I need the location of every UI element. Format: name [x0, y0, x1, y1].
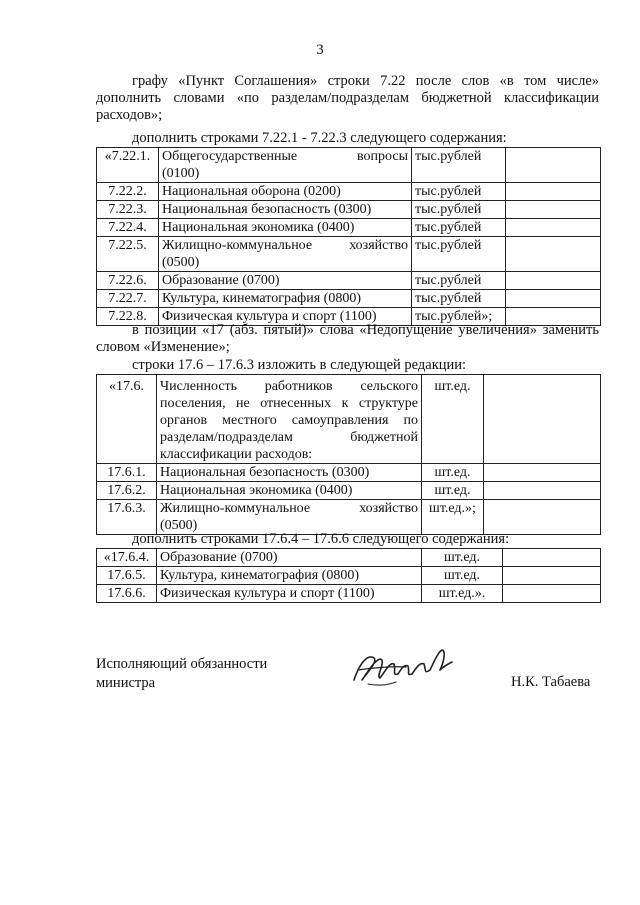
row-value [503, 549, 601, 567]
row-unit: шт.ед. [422, 567, 503, 585]
row-value [506, 148, 601, 183]
row-number: 7.22.7. [97, 290, 159, 308]
row-name: Национальная оборона (0200) [159, 183, 412, 201]
signer-name: Н.К. Табаева [511, 674, 591, 690]
row-name-part: Жилищно-коммунальное [160, 501, 311, 516]
row-unit: шт.ед. [422, 375, 484, 464]
row-name-part: (0100) [162, 166, 200, 181]
row-unit: шт.ед. [422, 549, 503, 567]
row-value [503, 585, 601, 603]
paragraph-text: графу «Пункт Соглашения» строки 7.22 после слов «в том числе» дополнить словами «по разделам/подразделам бюджетной классификации расходов»; [96, 73, 599, 123]
table-row [97, 482, 601, 500]
row-unit: тыс.рублей [412, 219, 506, 237]
row-name-part: (0500) [160, 518, 198, 533]
row-name: Физическая культура и спорт (1100) [159, 308, 412, 326]
table-row [97, 183, 601, 201]
row-name: Образование (0700) [159, 272, 412, 290]
table-row [97, 567, 601, 585]
row-number: 17.6.5. [97, 567, 157, 585]
add-rows-7-22-heading: дополнить строками 7.22.1 - 7.22.3 следующего содержания: [132, 130, 507, 146]
row-name-part: хозяйство [359, 501, 418, 516]
row-name: Культура, кинематография (0800) [157, 567, 422, 585]
row-unit: тыс.рублей [412, 201, 506, 219]
row-value [484, 482, 601, 500]
row-number: 7.22.5. [97, 237, 159, 272]
table-7-22 [96, 147, 601, 326]
row-number: 7.22.2. [97, 183, 159, 201]
row-unit: тыс.рублей [412, 148, 506, 183]
signatory-position-line: министра [96, 675, 156, 691]
row-unit: тыс.рублей»; [412, 308, 506, 326]
signatory-position-line: Исполняющий обязанности [96, 656, 268, 672]
row-name: Национальная экономика (0400) [157, 482, 422, 500]
row-value [506, 219, 601, 237]
row-value [506, 183, 601, 201]
signatory-position [96, 655, 267, 693]
row-name: Культура, кинематография (0800) [159, 290, 412, 308]
row-unit: шт.ед. [422, 464, 484, 482]
table-row [97, 549, 601, 567]
row-number: 7.22.3. [97, 201, 159, 219]
row-number: 17.6.6. [97, 585, 157, 603]
row-name-part: вопросы [357, 149, 408, 164]
row-value [506, 290, 601, 308]
table-row [97, 585, 601, 603]
row-value [503, 567, 601, 585]
row-value [484, 464, 601, 482]
paragraph-text: в позиции «17 (абз. пятый)» слова «Недопущение увеличения» заменить словом «Изменение»; [96, 322, 599, 355]
row-number: «7.22.1. [97, 148, 159, 183]
row-name: Национальная безопасность (0300) [159, 201, 412, 219]
row-name-part: хозяйство [349, 238, 408, 253]
table-row [97, 272, 601, 290]
row-name: Национальная безопасность (0300) [157, 464, 422, 482]
row-value [484, 375, 601, 464]
row-unit: шт.ед.»; [422, 500, 484, 535]
row-unit: тыс.рублей [412, 290, 506, 308]
row-name: Численность работников сельского поселения, не отнесенных к структуре органов местного самоуправления по разделам/подразделам бюджетной классификации расходов: [157, 375, 422, 464]
page-number: 3 [316, 42, 324, 58]
rows-17-6-heading: строки 17.6 – 17.6.3 изложить в следующей редакции: [132, 357, 467, 373]
row-number: 7.22.4. [97, 219, 159, 237]
row-name-part: (0500) [162, 255, 200, 270]
paragraph-column-amendment [96, 73, 599, 124]
table-row [97, 219, 601, 237]
row-number: 7.22.6. [97, 272, 159, 290]
row-number: 17.6.1. [97, 464, 157, 482]
table-row [97, 148, 601, 183]
row-value [506, 201, 601, 219]
handwritten-signature [348, 640, 456, 692]
row-number: 17.6.3. [97, 500, 157, 535]
row-unit: тыс.рублей [412, 237, 506, 272]
row-name: Физическая культура и спорт (1100) [157, 585, 422, 603]
row-number: «17.6. [97, 375, 157, 464]
row-unit: тыс.рублей [412, 272, 506, 290]
row-name: Национальная экономика (0400) [159, 219, 412, 237]
row-number: 17.6.2. [97, 482, 157, 500]
table-row [97, 237, 601, 272]
row-name-part: Общегосударственные [162, 149, 298, 164]
row-name [157, 500, 422, 535]
table-row [97, 500, 601, 535]
table-17-6-add [96, 548, 601, 603]
row-unit: шт.ед.». [422, 585, 503, 603]
table-17-6 [96, 374, 601, 535]
row-value [484, 500, 601, 535]
row-name: Образование (0700) [157, 549, 422, 567]
row-number: «17.6.4. [97, 549, 157, 567]
table-row [97, 201, 601, 219]
table-row [97, 464, 601, 482]
table-row [97, 290, 601, 308]
row-name-part: Жилищно-коммунальное [162, 238, 313, 253]
row-unit: шт.ед. [422, 482, 484, 500]
row-number: 7.22.8. [97, 308, 159, 326]
row-value [506, 272, 601, 290]
add-rows-17-6-heading: дополнить строками 17.6.4 – 17.6.6 следующего содержания: [132, 531, 510, 547]
row-name [159, 237, 412, 272]
row-unit: тыс.рублей [412, 183, 506, 201]
row-value [506, 237, 601, 272]
row-name [159, 148, 412, 183]
paragraph-replace-wording [96, 322, 599, 356]
table-row [97, 375, 601, 464]
